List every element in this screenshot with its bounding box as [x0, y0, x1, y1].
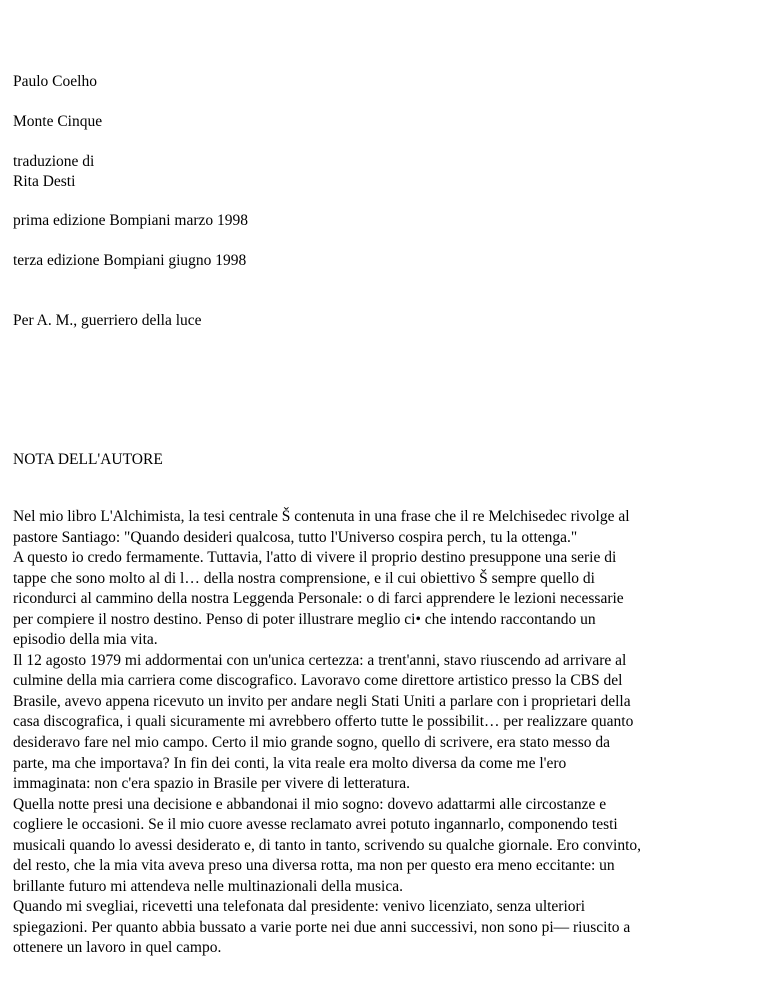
body-line: Nel mio libro L'Alchimista, la tesi centrale Š contenuta in una frase che il re Melchisedec rivolge al [13, 508, 630, 525]
author-name: Paulo Coelho [13, 73, 97, 90]
body-line: parte, ma che importava? In fin dei conti, la vita reale era molto diversa da come me l'ero [13, 754, 567, 772]
note-body [13, 507, 755, 959]
body-line: brillante futuro mi attendeva nelle multinazionali della musica. [13, 877, 403, 895]
body-line: tappe che sono molto al di l… della nostra comprensione, e il cui obiettivo Š sempre quello di [13, 569, 595, 587]
note-heading: NOTA DELL'AUTORE [13, 451, 163, 468]
third-edition-line: terza edizione Bompiani giugno 1998 [13, 252, 247, 269]
translation-label: traduzione di [13, 153, 95, 170]
body-line: immaginata: non c'era spazio in Brasile per vivere di letteratura. [13, 775, 411, 793]
body-line: casa discografica, i quali sicuramente mi avrebbero offerto tutte le possibilit… per realizzare quanto [13, 713, 634, 731]
body-line: cogliere le occasioni. Se il mio cuore avesse reclamato avrei potuto ingannarlo, componendo testi [13, 816, 618, 834]
body-line: Brasile, avevo appena ricevuto un invito per andare negli Stati Uniti a parlare con i proprietari della [13, 692, 631, 710]
body-line: A questo io credo fermamente. Tuttavia, l'atto di vivere il proprio destino presuppone una serie di [13, 549, 617, 567]
book-title: Monte Cinque [13, 113, 103, 130]
translator-name: Rita Desti [13, 173, 76, 190]
body-line: culmine della mia carriera come discografico. Lavoravo come direttore artistico presso la CBS del [13, 672, 623, 690]
first-edition-line: prima edizione Bompiani marzo 1998 [13, 212, 249, 229]
body-line: desideravo fare nel mio campo. Certo il mio grande sogno, quello di scrivere, era stato messo da [13, 734, 610, 752]
body-line: ottenere un lavoro in quel campo. [13, 939, 222, 957]
body-line: Il 12 agosto 1979 mi addormentai con un'unica certezza: a trent'anni, stavo riuscendo ad arrivare al [13, 651, 627, 669]
dedication: Per A. M., guerriero della luce [13, 312, 202, 329]
body-line: del resto, che la mia vita aveva preso una diversa rotta, ma non per questo era meno eccitante: un [13, 857, 615, 875]
body-line: per compiere il nostro destino. Penso di poter illustrare meglio ci• che intendo raccontando un [13, 610, 596, 628]
body-line: spiegazioni. Per quanto abbia bussato a varie porte nei due anni successivi, non sono pi— riuscito a [13, 918, 631, 936]
body-line: ricondurci al cammino della nostra Leggenda Personale: o di farci apprendere le lezioni necessarie [13, 590, 624, 608]
body-line: musicali quando lo avessi desiderato e, di tanto in tanto, scrivendo su qualche giornale. Ero convinto, [13, 836, 642, 854]
body-line: Quando mi svegliai, ricevetti una telefonata dal presidente: venivo licenziato, senza ulteriori [13, 898, 585, 916]
body-line: episodio della mia vita. [13, 631, 158, 649]
body-line: Quella notte presi una decisione e abbandonai il mio sogno: dovevo adattarmi alle circostanze e [13, 795, 607, 813]
body-line: pastore Santiago: "Quando desideri qualcosa, tutto l'Universo cospira perch‚ tu la ottenga." [13, 528, 578, 546]
